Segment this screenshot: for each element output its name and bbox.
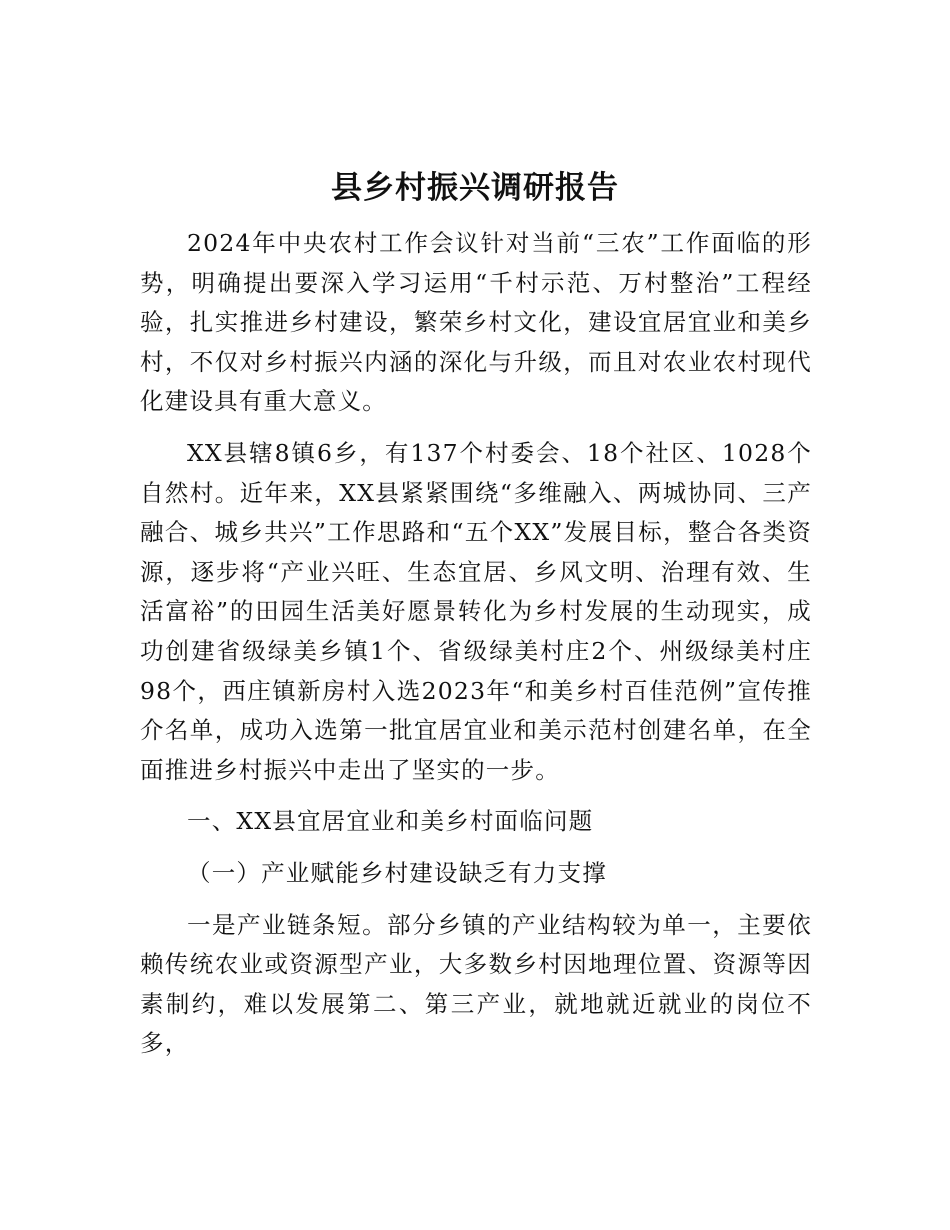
- section-heading: 一、XX县宜居宜业和美乡村面临问题: [187, 807, 594, 836]
- paragraph-county-overview: XX县辖8镇6乡，有137个村委会、18个社区、1028个自然村。近年来，XX县紧紧围绕“多维融入、两城协同、三产融合、城乡共兴”工作思路和“五个XX”发展目标，整合各类资源，逐步将“产业兴旺、生态宜居、乡风文明、治理有效、生活富裕”的田园生活美好愿景转化为乡村发展的生动现实，成功创建省级绿美乡镇1个、省级绿美村庄2个、州级绿美村庄98个，西庄镇新房村入选2023年“和美乡村百佳范例”宣传推介名单，成功入选第一批宜居宜业和美示范村创建名单，在全面推进乡村振兴中走出了坚实的一步。: [140, 438, 812, 784]
- subsection-heading: （一）产业赋能乡村建设缺乏有力支撑: [187, 858, 607, 887]
- paragraph-intro: 2024年中央农村工作会议针对当前“三农”工作面临的形势，明确提出要深入学习运用“千村示范、万村整治”工程经验，扎实推进乡村建设，繁荣乡村文化，建设宜居宜业和美乡村，不仅对乡村振兴内涵的深化与升级，而且对农业农村现代化建设具有重大意义。: [140, 229, 812, 416]
- document-title: 县乡村振兴调研报告: [331, 170, 619, 206]
- document-body: [140, 224, 812, 1064]
- paragraph-industry-chain: 一是产业链条短。部分乡镇的产业结构较为单一，主要依赖传统农业或资源型产业，大多数乡村因地理位置、资源等因素制约，难以发展第二、第三产业，就地就近就业的岗位不多，: [140, 910, 812, 1058]
